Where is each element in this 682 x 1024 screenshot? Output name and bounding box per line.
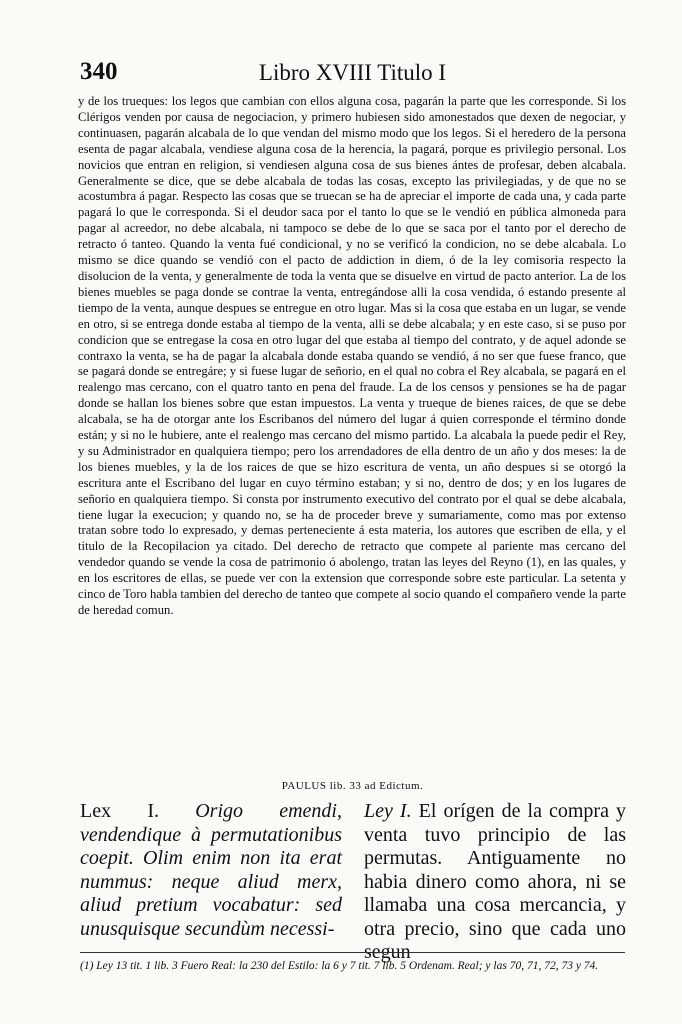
commentary-paragraph: y de los trueques: los legos que cambian con ellos alguna cosa, pagarán la parte que les corresponde. Si los Clérigos venden por causa de negociacion, y primero hubiesen sido amonestados que dexen de negociar, y continuasen, pagarán alcabala de lo que vendan del mismo modo que los legos. Si el heredero de la persona esenta de pagar alcabala, vendiese alguna cosa de la herencia, la pagará, porque es privilegio personal. Los novicios que entran en religion, si vendiesen alguna cosa de sus bienes ántes de profesar, deben alcabala. Generalmente se dice, que se debe alcabala de todas las cosas, excepto las privilegiadas, y de que no se acostumbra á pagar. Respecto las cosas que se truecan se ha de apreciar el importe de cada una, y cada parte pagará lo que le corresponda. Si el deudor saca por el tanto lo que se le vendió en pública almoneda para pagar al acreedor, no debe alcabala, ni tampoco se debe de lo que se saca por el tanto por el derecho de retracto ó tanteo. Quando la venta fué condicional, y no se verificó la condicion, no se debe alcabala. Lo mismo se dice quando se vendió con el pacto de addiction in diem, ó de la ley comisoria respecto la disolucion de la venta, y generalmente de toda la venta que se disuelve en virtud de pacto anterior. La de los bienes muebles se paga donde se contrae la venta, entregándose alli la cosa vendida, ó estando presente al tiempo de la venta, aunque despues se entregue en otro lugar. Mas si la cosa que estaba en un lugar, se vende en otro, si se entrega donde estaba al tiempo de la venta, alli se debe alcabala; y en este caso, si se puso por condicion que se entregase la cosa en otro lugar del que estaba al tiempo del contrato, y de aquel adonde se contraxo la venta, se ha de pagar la alcabala donde estaba quando se vendió, á no ser que fuese franco, que se pagará donde se entregáre; y si fuese lugar de señorio, en el qual no cobra el Rey alcabala, se pagará en el realengo mas cercano, con el quatro tanto en pena del fraude. La de los censos y pensiones se ha de pagar donde se hallan los bienes sobre que estan impuestos. La venta y trueque de bienes raices, de que se debe alcabala, se ha de otorgar ante los Escribanos del número del lugar á quien corresponde el término donde están; y si no le hubiere, ante el realengo mas cercano del mismo partido. La alcabala la puede pedir el Rey, y su Administrador en qualquiera tiempo; pero los arrendadores de ella dentro de un año y dos meses: la de los bienes muebles, y la de los raices de que se hizo escritura de venta, un año despues si se otorgó la escritura ante el Escribano del lugar en cuyo término estaban; y si no, dentro de dos; y en los lugares de señorio en qualquiera tiempo. Si consta por instrumento executivo del contrato por el qual se debe alcabala, tiene lugar la execucion; y quando no, se ha de proceder breve y sumariamente, como mas por extenso tratan sobre todo lo expresado, y demas perteneciente á esta materia, los autores que escriben de ella, y el titulo de la Recopilacion ya citado. Del derecho de retracto que compete al pariente mas cercano del vendedor quando se vende la cosa de patrimonio ó abolengo, tratan las leyes del Reyno (1), en las quales, y en los escritores de ellas, se puede ver con la extension que corresponde sobre este particular. La setenta y cinco de Toro habla tambien del derecho de tanteo que compete al socio quando el compañero vende la parte de heredad comun. [78,94,626,617]
spanish-law-text: El orígen de la compra y venta tuvo principio de las permutas. Antiguamente no habia dinero como ahora, ni se llamaba una cosa mercancia, y otra precio, sino que cada uno segun [364,800,627,963]
running-title: Libro XVIII Titulo I [258,60,447,85]
latin-law-heading: Lex I. [80,800,159,822]
spanish-law-column [364,800,626,965]
source-citation: PAULUS lib. 33 ad Edictum. [281,780,424,792]
latin-law-column [80,800,342,941]
footnote: (1) Ley 13 tit. 1 lib. 3 Fuero Real: la 230 del Estilo: la 6 y 7 tit. 7 lib. 5 Ordenam. Real; y las 70, 71, 72, 73 y 74. [80,960,599,972]
spanish-law-heading: Ley I. [364,800,412,822]
page-number: 340 [80,58,118,85]
latin-law-text: Origo emendi, vendendique à permutationibus coepit. Olim enim non ita erat nummus: neque aliud merx, aliud pretium vocabatur: sed unusquisque secundùm necessi- [80,800,342,940]
footnote-divider [80,952,625,953]
page-header [80,58,625,88]
